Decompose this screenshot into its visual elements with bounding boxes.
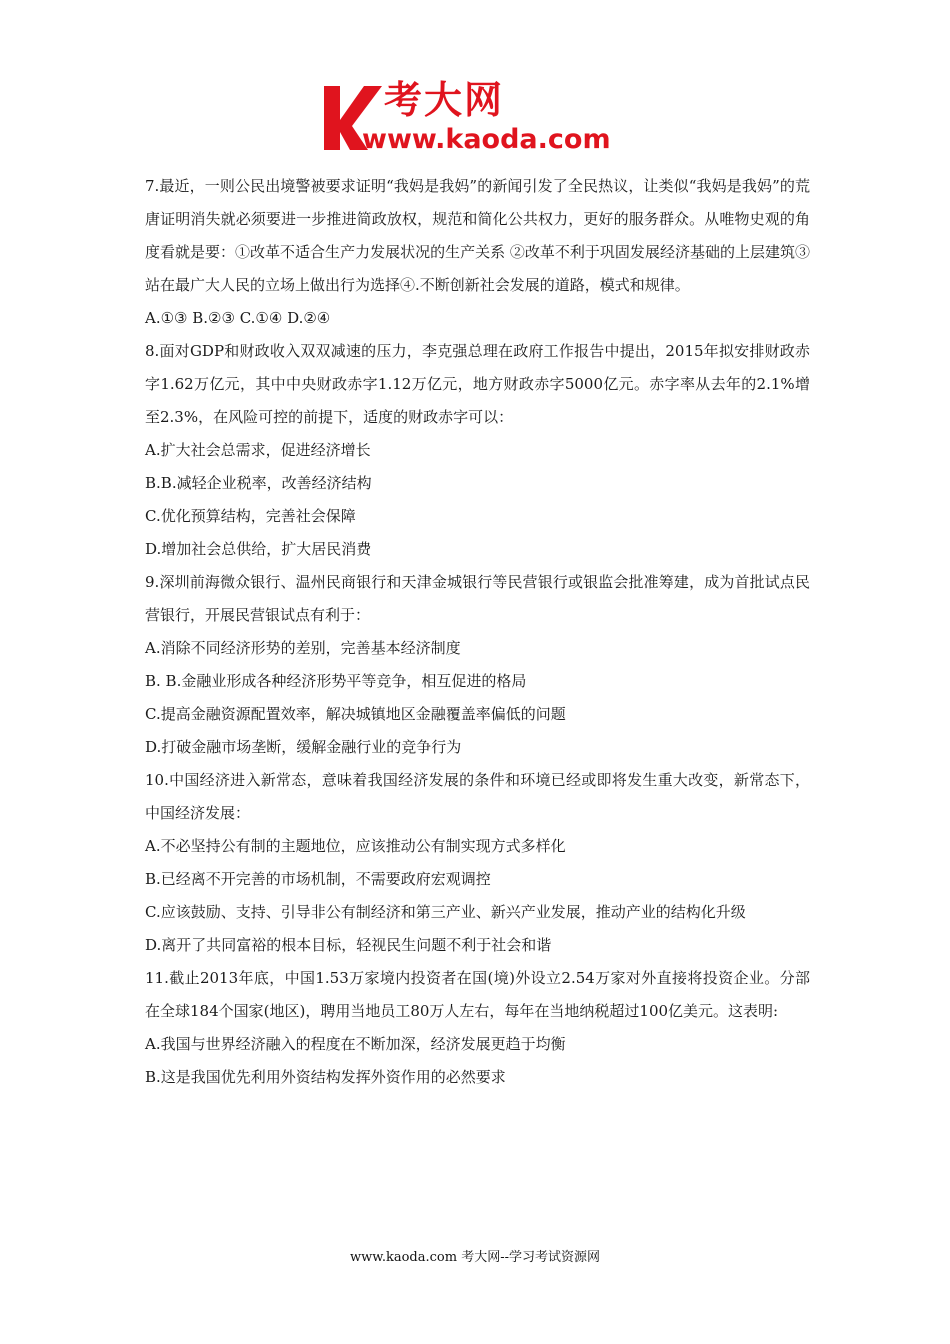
question-11-option-a: A.我国与世界经济融入的程度在不断加深，经济发展更趋于均衡 <box>145 1035 566 1053</box>
question-10-option-c: C.应该鼓励、支持、引导非公有制经济和第三产业、新兴产业发展，推动产业的结构化升级 <box>145 903 746 921</box>
document-body <box>145 170 810 1094</box>
question-9-option-a: A.消除不同经济形势的差别，完善基本经济制度 <box>145 639 461 657</box>
page-footer: www.kaoda.com 考大网--学习考试资源网 <box>350 1250 600 1265</box>
question-11-option-b: B.这是我国优先利用外资结构发挥外资作用的必然要求 <box>145 1068 506 1086</box>
question-10-option-a: A.不必坚持公有制的主题地位，应该推动公有制实现方式多样化 <box>145 837 566 855</box>
question-8-option-c: C.优化预算结构，完善社会保障 <box>145 507 356 525</box>
question-9-option-d: D.打破金融市场垄断，缓解金融行业的竞争行为 <box>145 738 462 756</box>
question-8-stem: 8.面对GDP和财政收入双双减速的压力，李克强总理在政府工作报告中提出，2015年拟安排财政赤字1.62万亿元，其中中央财政赤字1.12万亿元，地方财政赤字5000亿元。赤字率从去年的2.1%增至2.3%，在风险可控的前提下，适度的财政赤字可以： <box>145 342 810 426</box>
question-10-option-d: D.离开了共同富裕的根本目标，轻视民生问题不利于社会和谐 <box>145 936 552 954</box>
question-8-option-a: A.扩大社会总需求，促进经济增长 <box>145 441 371 459</box>
site-logo <box>318 80 638 160</box>
question-7-stem: 7.最近，一则公民出境警被要求证明“我妈是我妈”的新闻引发了全民热议，让类似“我妈是我妈”的荒唐证明消失就必须要进一步推进简政放权，规范和简化公共权力，更好的服务群众。从唯物史观的角度看就是要：①改革不适合生产力发展状况的生产关系 ②改革不利于巩固发展经济基础的上层建筑③站在最广大人民的立场上做出行为选择④.不断创新社会发展的道路，模式和规律。 <box>145 177 810 294</box>
question-8-option-d: D.增加社会总供给，扩大居民消费 <box>145 540 372 558</box>
logo-chinese-name: 考大网 <box>384 78 505 122</box>
question-9-option-b: B. B.金融业形成各种经济形势平等竞争，相互促进的格局 <box>145 672 527 690</box>
question-7-options: A.①③ B.②③ C.①④ D.②④ <box>145 309 331 327</box>
question-9-option-c: C.提高金融资源配置效率，解决城镇地区金融覆盖率偏低的问题 <box>145 705 566 723</box>
question-10-option-b: B.已经离不开完善的市场机制，不需要政府宏观调控 <box>145 870 491 888</box>
question-11-stem: 11.截止2013年底，中国1.53万家境内投资者在国(境)外设立2.54万家对外直接将投资企业。分部在全球184个国家(地区)，聘用当地员工80万人左右，每年在当地纳税超过100亿美元。这表明: <box>145 969 810 1020</box>
logo-url: www.kaoda.com <box>362 124 611 155</box>
question-8-option-b: B.B.减轻企业税率，改善经济结构 <box>145 474 372 492</box>
question-10-stem: 10.中国经济进入新常态，意味着我国经济发展的条件和环境已经或即将发生重大改变，新常态下，中国经济发展： <box>145 771 810 822</box>
question-9-stem: 9.深圳前海微众银行、温州民商银行和天津金城银行等民营银行或银监会批准筹建，成为首批试点民营银行，开展民营银试点有利于： <box>145 573 810 624</box>
